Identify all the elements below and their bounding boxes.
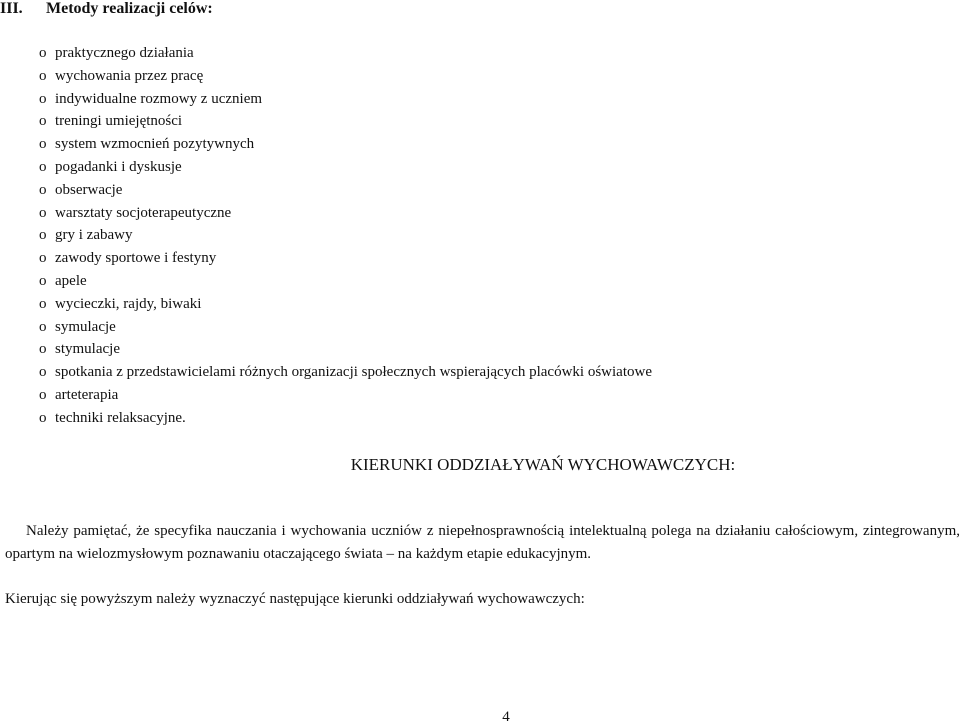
list-item [39, 202, 652, 225]
list-item-text: zawody sportowe i festyny [55, 250, 217, 267]
bullet-marker: o [39, 227, 47, 244]
bullet-marker: o [39, 136, 47, 153]
list-item [39, 179, 652, 202]
methods-list [39, 42, 652, 430]
list-item [39, 133, 652, 156]
list-item [39, 224, 652, 247]
list-item-text: treningi umiejętności [55, 113, 183, 130]
list-item-text: system wzmocnień pozytywnych [55, 136, 255, 153]
bullet-marker: o [39, 386, 47, 403]
bullet-marker: o [39, 318, 47, 335]
bullet-marker: o [39, 181, 47, 198]
list-item-text: stymulacje [55, 341, 120, 358]
bullet-marker: o [39, 45, 47, 61]
bullet-marker: o [39, 272, 47, 289]
list-item [39, 293, 652, 316]
bullet-marker: o [39, 204, 47, 221]
page-number: 4 [502, 709, 510, 725]
bullet-marker: o [39, 67, 47, 84]
list-item-text: apele [55, 272, 87, 289]
section-title-methods: Metody realizacji celów: [46, 0, 213, 17]
list-item [39, 42, 652, 65]
list-item-text: spotkania z przedstawicielami różnych organizacji społecznych wspierających placówki oświatowe [55, 364, 652, 381]
directions-heading: KIERUNKI ODDZIAŁYWAŃ WYCHOWAWCZYCH: [350, 455, 736, 474]
list-item-text: arteterapia [55, 386, 119, 403]
list-item [39, 338, 652, 361]
list-item-text: wycieczki, rajdy, biwaki [55, 295, 202, 312]
section-number: III. [0, 0, 23, 17]
directions-lead-paragraph: Kierując się powyższym należy wyznaczyć następujące kierunki oddziaływań wychowawczych: [5, 591, 585, 607]
list-item [39, 65, 652, 88]
list-item [39, 384, 652, 407]
list-item-text: wychowania przez pracę [55, 67, 204, 84]
section-heading [0, 0, 213, 18]
bullet-marker: o [39, 409, 47, 426]
list-item [39, 156, 652, 179]
bullet-marker: o [39, 341, 47, 358]
list-item [39, 361, 652, 384]
list-item [39, 88, 652, 111]
bullet-marker: o [39, 113, 47, 130]
list-item-text: pogadanki i dyskusje [55, 158, 182, 175]
list-item [39, 316, 652, 339]
list-item-text: praktycznego działania [55, 45, 194, 61]
bullet-marker: o [39, 295, 47, 312]
bullet-marker: o [39, 158, 47, 175]
list-item [39, 110, 652, 133]
bullet-marker: o [39, 250, 47, 267]
bullet-marker: o [39, 90, 47, 107]
list-item-text: gry i zabawy [55, 227, 133, 244]
list-item-text: techniki relaksacyjne. [55, 409, 186, 426]
list-item [39, 407, 652, 430]
list-item [39, 270, 652, 293]
list-item-text: warsztaty socjoterapeutyczne [55, 204, 232, 221]
bullet-marker: o [39, 364, 47, 381]
list-item-text: indywidualne rozmowy z uczniem [55, 90, 263, 107]
intro-paragraph: Należy pamiętać, że specyfika nauczania i wychowania uczniów z niepełnosprawnością intelektualną polega na działaniu całościowym, zintegrowanym, opartym na wielozmysłowym poznawaniu otaczającego świata – na każdym etapie edukacyjnym. [5, 523, 960, 562]
list-item-text: obserwacje [55, 181, 123, 198]
list-item-text: symulacje [55, 318, 116, 335]
list-item [39, 247, 652, 270]
